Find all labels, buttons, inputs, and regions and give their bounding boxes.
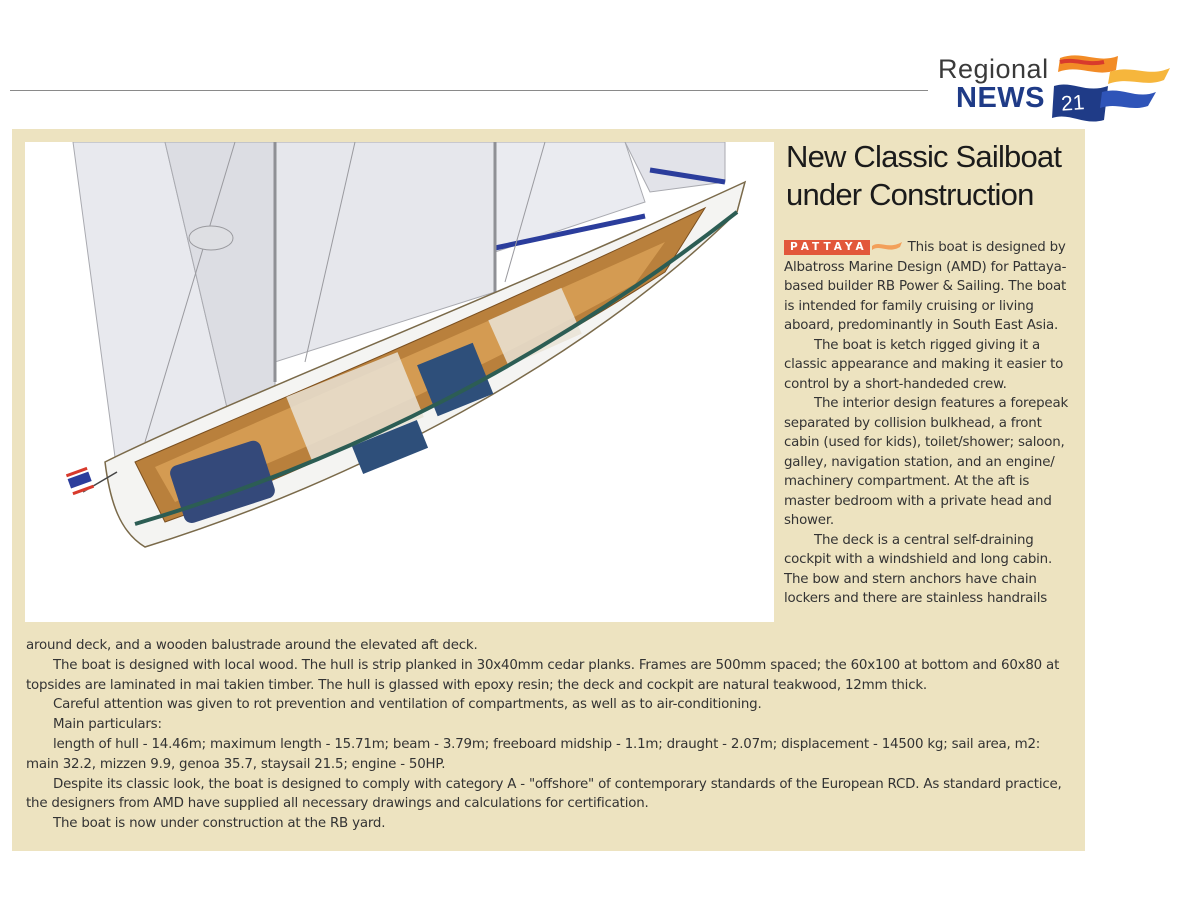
section-label-news: NEWS [956,82,1045,114]
body-paragraph: length of hull - 14.46m; maximum length - 15.71m; beam - 3.79m; freeboard midship - 1.1m; draught - 2.07m; displacement - 14500 kg; sail area, m2: main 32.2, mizzen 9.9, genoa 35.7, staysail 21.5; engine - 50HP. [26,736,1041,772]
article-body-text [26,636,1076,834]
article-title-line1: New Classic Sailboat [786,139,1062,174]
waving-flag-icon [1052,50,1176,126]
article-column-text [784,238,1074,609]
column-paragraph: The interior design features a forepeak separated by collision bulkhead, a front cabin (used for kids), toilet/shower; saloon, galley, navigation station, and an engine/ machinery compartment. At the aft is master bedroom with a private head and shower. [784,396,1069,528]
article-title-line2: under Construction [786,177,1034,212]
body-paragraph: around deck, and a wooden balustrade around the elevated aft deck. [26,638,478,653]
body-paragraph: The boat is designed with local wood. The hull is strip planked in 30x40mm cedar planks. Frames are 500mm spaced; the 60x100 at bottom and 60x80 at topsides are laminated in mai takien timber. The hull is glassed with epoxy resin; the deck and cockpit are natural teakwood, 12mm thick. [26,657,1060,693]
section-label-regional: Regional [938,54,1049,84]
swoosh-icon [872,240,902,252]
column-paragraph: The deck is a central self-draining cockpit with a windshield and long cabin. The bow and stern anchors have chain lockers and there are stainless handrails [784,532,1053,606]
sailboat-illustration [25,142,774,622]
body-paragraph: Careful attention was given to rot prevention and ventilation of compartments, as well as to air-conditioning. [53,697,762,713]
header-rule [10,90,928,91]
body-paragraph: Main particulars: [53,717,162,733]
body-paragraph: Despite its classic look, the boat is designed to comply with category A - "offshore" of contemporary standards of the European RCD. As standard practice, the designers from AMD have supplied all necessary drawings and calculations for certification. [26,776,1062,812]
article-title [786,138,1076,214]
location-tag: PATTAYA [784,240,870,255]
column-paragraph: This boat is designed by Albatross Marine Design (AMD) for Pattaya-based builder RB Power & Sailing. The boat is intended for family cruising or living aboard, predominantly in South East Asia. [784,240,1067,333]
column-paragraph: The boat is ketch rigged giving it a classic appearance and making it easier to control by a short-handeded crew. [784,337,1064,392]
page-number: 21 [1060,91,1086,116]
section-brand [930,48,1180,128]
sailboat-cutaway-icon [25,142,774,622]
body-paragraph: The boat is now under construction at the RB yard. [53,816,386,832]
